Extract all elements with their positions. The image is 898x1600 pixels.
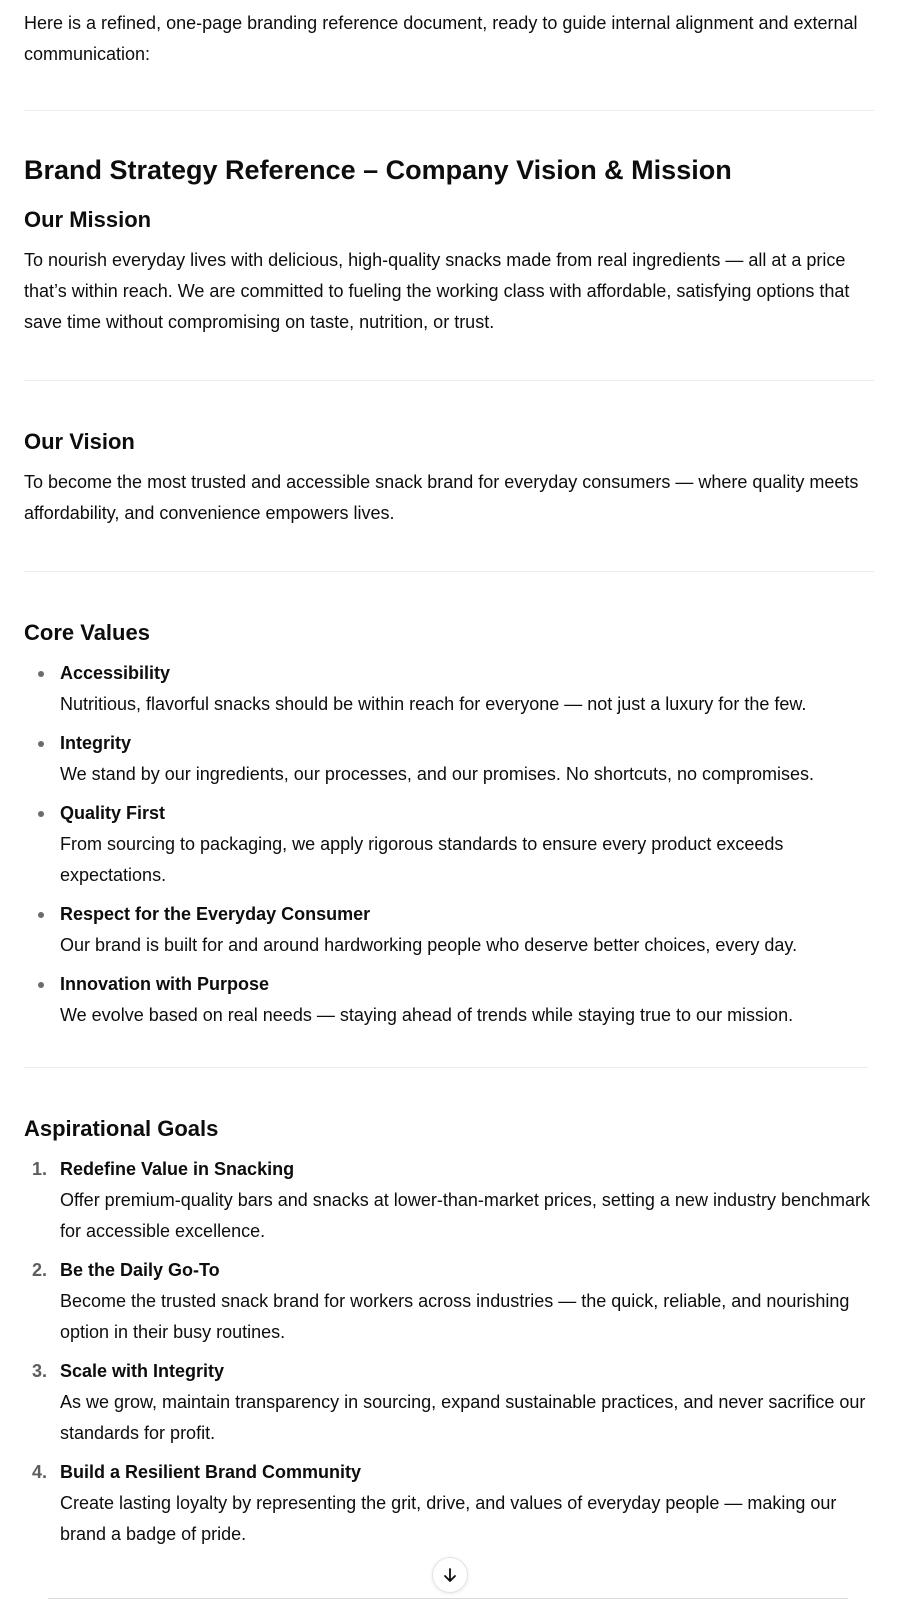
document-title: Brand Strategy Reference – Company Vision & Mission [24,155,732,185]
core-value-title: Innovation with Purpose [60,974,270,994]
goal-title: Build a Resilient Brand Community [60,1462,362,1482]
goal-item [24,1255,874,1348]
core-values-heading: Core Values [24,620,150,645]
bullet-icon [38,811,44,817]
goal-number: 4. [32,1462,48,1482]
core-value-desc: We evolve based on real needs — staying ahead of trends while staying true to our mission. [60,1005,794,1025]
core-value-title: Integrity [60,733,132,753]
core-value-item [24,658,874,720]
goal-item [24,1356,874,1449]
divider [24,571,874,572]
core-value-desc: From sourcing to packaging, we apply rigorous standards to ensure every product exceeds expectations. [60,834,784,885]
core-value-title: Accessibility [60,663,171,683]
goal-desc: Offer premium-quality bars and snacks at lower-than-market prices, setting a new industry benchmark for accessible excellence. [60,1190,871,1241]
vision-heading: Our Vision [24,429,135,454]
divider [24,110,874,111]
goal-number: 1. [32,1159,48,1179]
divider [24,1067,868,1068]
bullet-icon [38,982,44,988]
goal-item [24,1457,874,1550]
goal-item [24,1154,874,1247]
goal-number: 2. [32,1260,48,1280]
arrow-down-icon [441,1566,459,1584]
mission-text: To nourish everyday lives with delicious, high-quality snacks made from real ingredients — all at a price that’s within reach. We are committed to fueling the working class with affordable, satisfying options that save time without compromising on taste, nutrition, or trust. [24,250,850,332]
core-value-item [24,969,874,1031]
goal-desc: Become the trusted snack brand for workers across industries — the quick, reliable, and nourishing option in their busy routines. [60,1291,850,1342]
bullet-icon [38,741,44,747]
core-value-desc: Nutritious, flavorful snacks should be within reach for everyone — not just a luxury for the few. [60,694,807,714]
core-value-item [24,728,874,790]
core-value-title: Quality First [60,803,166,823]
core-values-list [24,658,874,1031]
composer-border [48,1598,848,1599]
vision-text: To become the most trusted and accessible snack brand for everyday consumers — where quality meets affordability, and convenience empowers lives. [24,472,859,523]
core-value-desc: We stand by our ingredients, our processes, and our promises. No shortcuts, no compromises. [60,764,815,784]
scroll-to-bottom-button[interactable] [432,1557,468,1593]
goal-title: Be the Daily Go-To [60,1260,220,1280]
goals-list [24,1154,874,1550]
bullet-icon [38,671,44,677]
core-value-item [24,798,874,891]
goal-title: Redefine Value in Snacking [60,1159,295,1179]
goals-heading: Aspirational Goals [24,1116,219,1141]
mission-heading: Our Mission [24,207,152,232]
bullet-icon [38,912,44,918]
document [24,0,874,1558]
intro-text: Here is a refined, one-page branding reference document, ready to guide internal alignment and external communication: [24,13,858,64]
core-value-desc: Our brand is built for and around hardworking people who deserve better choices, every day. [60,935,798,955]
core-value-item [24,899,874,961]
goal-desc: As we grow, maintain transparency in sourcing, expand sustainable practices, and never sacrifice our standards for profit. [60,1392,866,1443]
core-value-title: Respect for the Everyday Consumer [60,904,371,924]
goal-desc: Create lasting loyalty by representing the grit, drive, and values of everyday people — making our brand a badge of pride. [60,1493,837,1544]
divider [24,380,874,381]
goal-title: Scale with Integrity [60,1361,225,1381]
goal-number: 3. [32,1361,48,1381]
